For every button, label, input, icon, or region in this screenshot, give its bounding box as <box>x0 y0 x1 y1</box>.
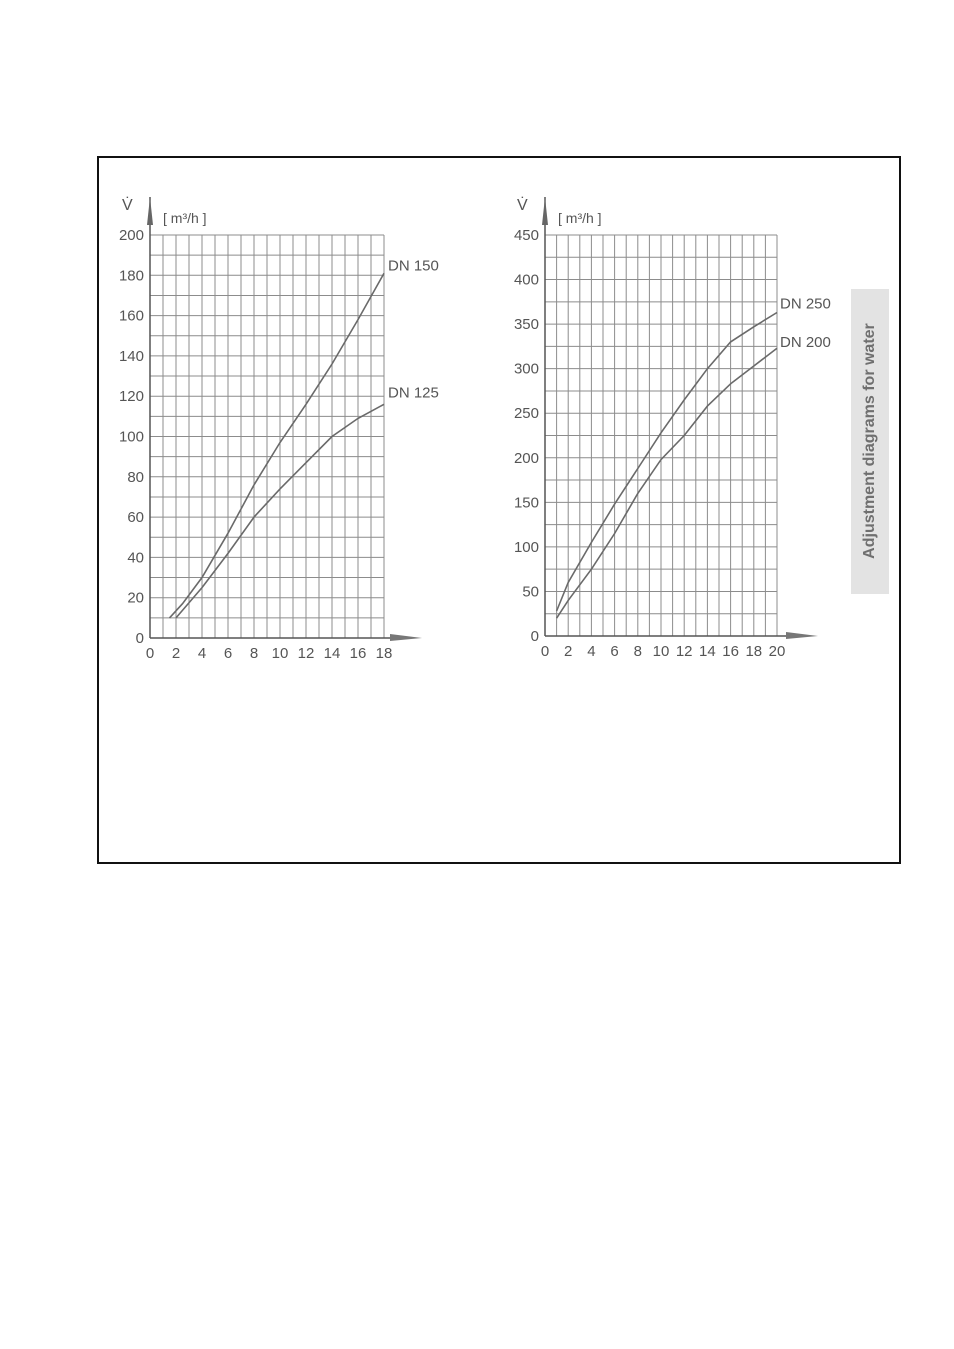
y-tick-label: 160 <box>118 307 144 325</box>
y-tick-label: 200 <box>118 227 144 244</box>
y-tick-label: 0 <box>530 628 539 645</box>
series-label: DN 250 <box>780 295 831 313</box>
series-line-dn-200 <box>557 348 777 618</box>
x-tick-label: 4 <box>197 645 207 662</box>
x-tick-label: 0 <box>145 645 155 662</box>
x-tick-label: 2 <box>564 643 573 660</box>
side-tab-label: Adjustment diagrams for water <box>861 323 878 559</box>
x-tick-label: 4 <box>587 643 596 660</box>
y-axis-label: V̇ <box>517 197 528 214</box>
y-tick-label: 50 <box>522 583 539 601</box>
series-line-dn-250 <box>557 313 777 612</box>
series-label: DN 150 <box>388 257 439 275</box>
y-tick-label: 120 <box>118 388 144 406</box>
x-tick-label: 10 <box>652 643 670 660</box>
y-tick-label: 0 <box>135 630 144 647</box>
x-tick-label: 14 <box>323 645 341 662</box>
x-tick-label: 6 <box>223 645 233 662</box>
x-tick-label: 16 <box>349 645 367 662</box>
y-axis-arrow <box>542 197 548 225</box>
y-tick-label: 100 <box>513 538 539 556</box>
x-tick-label: 18 <box>375 645 393 662</box>
x-axis-arrow <box>786 632 818 639</box>
y-tick-label: 250 <box>513 405 539 423</box>
y-tick-label: 80 <box>127 468 144 486</box>
y-tick-label: 150 <box>513 494 539 512</box>
series-label: DN 200 <box>780 334 831 352</box>
x-tick-label: 18 <box>745 643 763 660</box>
y-axis-label: V̇ <box>122 197 133 214</box>
y-tick-label: 100 <box>118 428 144 446</box>
x-tick-label: 12 <box>675 643 693 660</box>
y-tick-label: 450 <box>513 227 539 244</box>
x-tick-label: 20 <box>768 643 786 660</box>
y-axis-unit: [ m³/h ] <box>163 210 207 226</box>
x-tick-label: 10 <box>271 645 289 662</box>
x-tick-label: 16 <box>722 643 739 660</box>
x-tick-label: 12 <box>297 645 315 662</box>
x-tick-label: 8 <box>249 645 259 662</box>
series-label: DN 125 <box>388 384 439 402</box>
y-tick-label: 300 <box>513 360 539 378</box>
x-tick-label: 6 <box>610 643 619 660</box>
y-tick-label: 140 <box>118 347 144 365</box>
y-tick-label: 350 <box>513 316 539 334</box>
y-tick-label: 180 <box>118 267 144 285</box>
y-tick-label: 20 <box>127 589 144 607</box>
y-axis-arrow <box>147 197 153 225</box>
y-tick-label: 40 <box>127 549 144 567</box>
x-axis-arrow <box>390 634 422 641</box>
x-tick-label: 2 <box>171 645 181 662</box>
x-tick-label: 8 <box>633 643 642 660</box>
y-tick-label: 200 <box>513 449 539 467</box>
y-tick-label: 400 <box>513 271 539 289</box>
x-tick-label: 0 <box>540 643 550 660</box>
y-axis-unit: [ m³/h ] <box>558 210 602 226</box>
x-tick-label: 14 <box>699 643 716 660</box>
y-tick-label: 60 <box>127 509 144 527</box>
